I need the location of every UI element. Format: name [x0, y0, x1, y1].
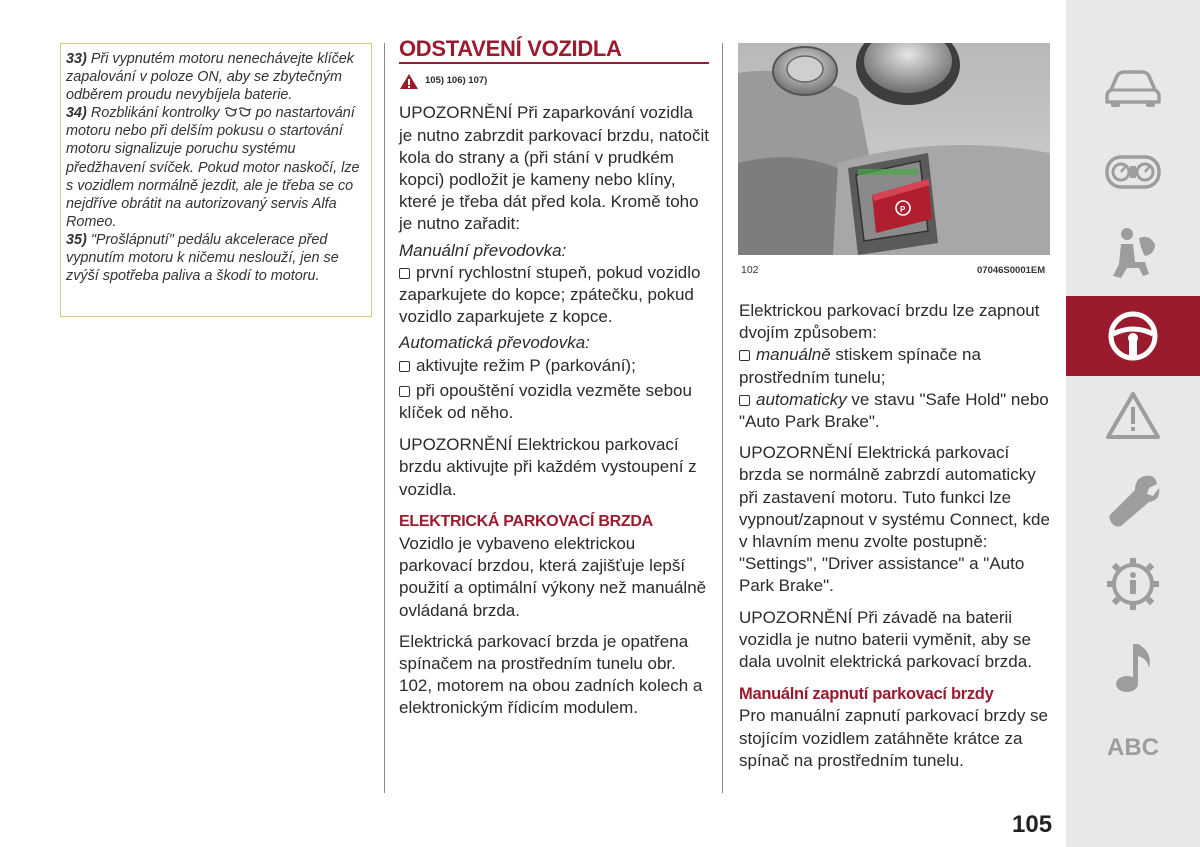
warning-icon — [399, 73, 419, 90]
checkbox-icon — [739, 395, 750, 406]
warning-triangle-icon — [1105, 391, 1161, 441]
wrench-icon — [1105, 472, 1161, 528]
parking-warning-paragraph: UPOZORNĚNÍ Při zaparkování vozidla je nutno zabrzdit parkovací brzdu, natočit kola do strany a (při stání v prudkém kopci) podložit je kameny nebo klíny, které je třeba dát před kola. Kromě toho je nutno zařadit: — [399, 103, 709, 234]
auto-engage-warning: UPOZORNĚNÍ Elektrická parkovací brzda se normálně zabrzdí automaticky při zastavení motoru. Tuto funkci lze vypnout/zapnout v systému Connect, kde v hlavním menu zvolte postupně: "Settings", "Driver assistance" a "Auto Park Brake". — [739, 443, 1050, 596]
epb-components: Elektrická parkovací brzda je opatřena spínačem na prostředním tunelu obr. 102, motorem na obou zadních kolech a elektronickým řídicím modulem. — [399, 631, 703, 718]
engage-auto-text: ve stavu "Safe Hold" nebo "Auto Park Brake". — [739, 389, 1049, 432]
figure-102-photo — [738, 43, 1050, 255]
column-divider-2 — [722, 43, 723, 793]
car-icon — [1105, 68, 1161, 108]
checkbox-icon — [399, 268, 410, 279]
sidebar-item-safety[interactable] — [1066, 212, 1200, 292]
auto-gearbox-item-1: aktivujte režim P (parkování); — [416, 355, 636, 375]
epb-subheading: ELEKTRICKÁ PARKOVACÍ BRZDA — [399, 512, 653, 530]
middle-column — [399, 38, 709, 720]
chapter-sidebar — [1066, 0, 1200, 847]
svg-text:P: P — [900, 205, 906, 214]
brake-warning-paragraph: UPOZORNĚNÍ Elektrickou parkovací brzdu aktivujte při každém vystoupení z vozidla. — [399, 435, 697, 499]
glow-plug-icon — [224, 106, 252, 118]
index-abc-label: ABC — [1107, 734, 1159, 761]
note-35-text: "Prošlápnutí" pedálu akcelerace před vypnutím motoru k ničemu neslouží, jen se zvýší spotřeba paliva a škodí to motoru. — [66, 231, 339, 285]
airbag-icon — [1105, 224, 1161, 280]
checkbox-icon — [739, 350, 750, 361]
epb-engage-intro: Elektrickou parkovací brzdu lze zapnout dvojím způsobem: — [739, 301, 1040, 343]
engage-auto-label: automaticky — [756, 389, 847, 409]
footnotes-box — [60, 43, 372, 317]
right-column — [739, 300, 1055, 772]
dashboard-icon — [1105, 154, 1161, 190]
section-title: ODSTAVENÍ VOZIDLA — [399, 38, 709, 64]
figure-number: 102 — [741, 264, 759, 276]
music-note-icon — [1109, 640, 1157, 696]
sidebar-item-maintenance[interactable] — [1066, 460, 1200, 540]
sidebar-item-technical-data[interactable] — [1066, 544, 1200, 624]
checkbox-icon — [399, 386, 410, 397]
center-console-illustration — [738, 43, 1050, 255]
note-33-number: 33) — [66, 51, 87, 67]
sidebar-item-index[interactable] — [1066, 708, 1200, 788]
info-gear-icon — [1105, 556, 1161, 612]
note-34-number: 34) — [66, 105, 87, 122]
note-35-number: 35) — [66, 231, 87, 248]
steering-wheel-icon — [1105, 308, 1161, 364]
warning-refs-text: 105) 106) 107) — [425, 75, 488, 87]
sidebar-item-driving[interactable] — [1066, 296, 1200, 376]
engage-manual-text: stiskem spínače na prostředním tunelu; — [739, 345, 981, 387]
sidebar-item-dashboard[interactable] — [1066, 132, 1200, 212]
engage-manual-label: manuálně — [756, 345, 831, 365]
checkbox-icon — [399, 361, 410, 372]
manual-engage-text: Pro manuální zapnutí parkovací brzdy se stojícím vozidlem zatáhněte krátce za spínač na prostředním tunelu. — [739, 706, 1048, 770]
auto-gearbox-heading: Automatická převodovka: — [399, 333, 590, 353]
note-33-text: Při vypnutém motoru nenechávejte klíček zapalování v poloze ON, aby se zbytečným odběrem proudu nevybíjela baterie. — [66, 51, 354, 104]
manual-gearbox-heading: Manuální převodovka: — [399, 240, 567, 260]
figure-code: 07046S0001EM — [977, 265, 1046, 276]
note-34-text-a: Rozblikání kontrolky — [90, 105, 220, 122]
page-number: 105 — [1012, 811, 1053, 838]
epb-description: Vozidlo je vybaveno elektrickou parkovací brzdou, která zajišťuje lepší použití a optimální výkony než manuálně ovládaná brzda. — [399, 534, 707, 620]
manual-gearbox-item: první rychlostní stupeň, pokud vozidlo zaparkujete do kopce; zpátečku, pokud vozidlo zaparkujete z kopce. — [399, 262, 701, 327]
manual-engage-subheading: Manuální zapnutí parkovací brzdy — [739, 685, 994, 704]
sidebar-item-multimedia[interactable] — [1066, 628, 1200, 708]
battery-warning: UPOZORNĚNÍ Při závadě na baterii vozidla je nutno baterii vyměnit, aby se dala uvolnit elektrická parkovací brzda. — [739, 607, 1032, 672]
column-divider-1 — [384, 43, 385, 793]
auto-gearbox-item-2: při opouštění vozidla vezměte sebou klíček od něho. — [399, 380, 692, 423]
warning-references — [399, 70, 709, 92]
note-34-text-b: po nastartování motoru nebo při delším pokusu o startování motoru signalizuje poruchu systému předžhavení svíček. Pokud motor naskočí, lze s vozidlem normálně jezdit, ale je třeba se co nejdříve obrátit na autorizovaný servis Alfa Romeo. — [66, 105, 360, 230]
sidebar-item-warnings[interactable] — [1066, 376, 1200, 456]
sidebar-item-car[interactable] — [1066, 48, 1200, 128]
